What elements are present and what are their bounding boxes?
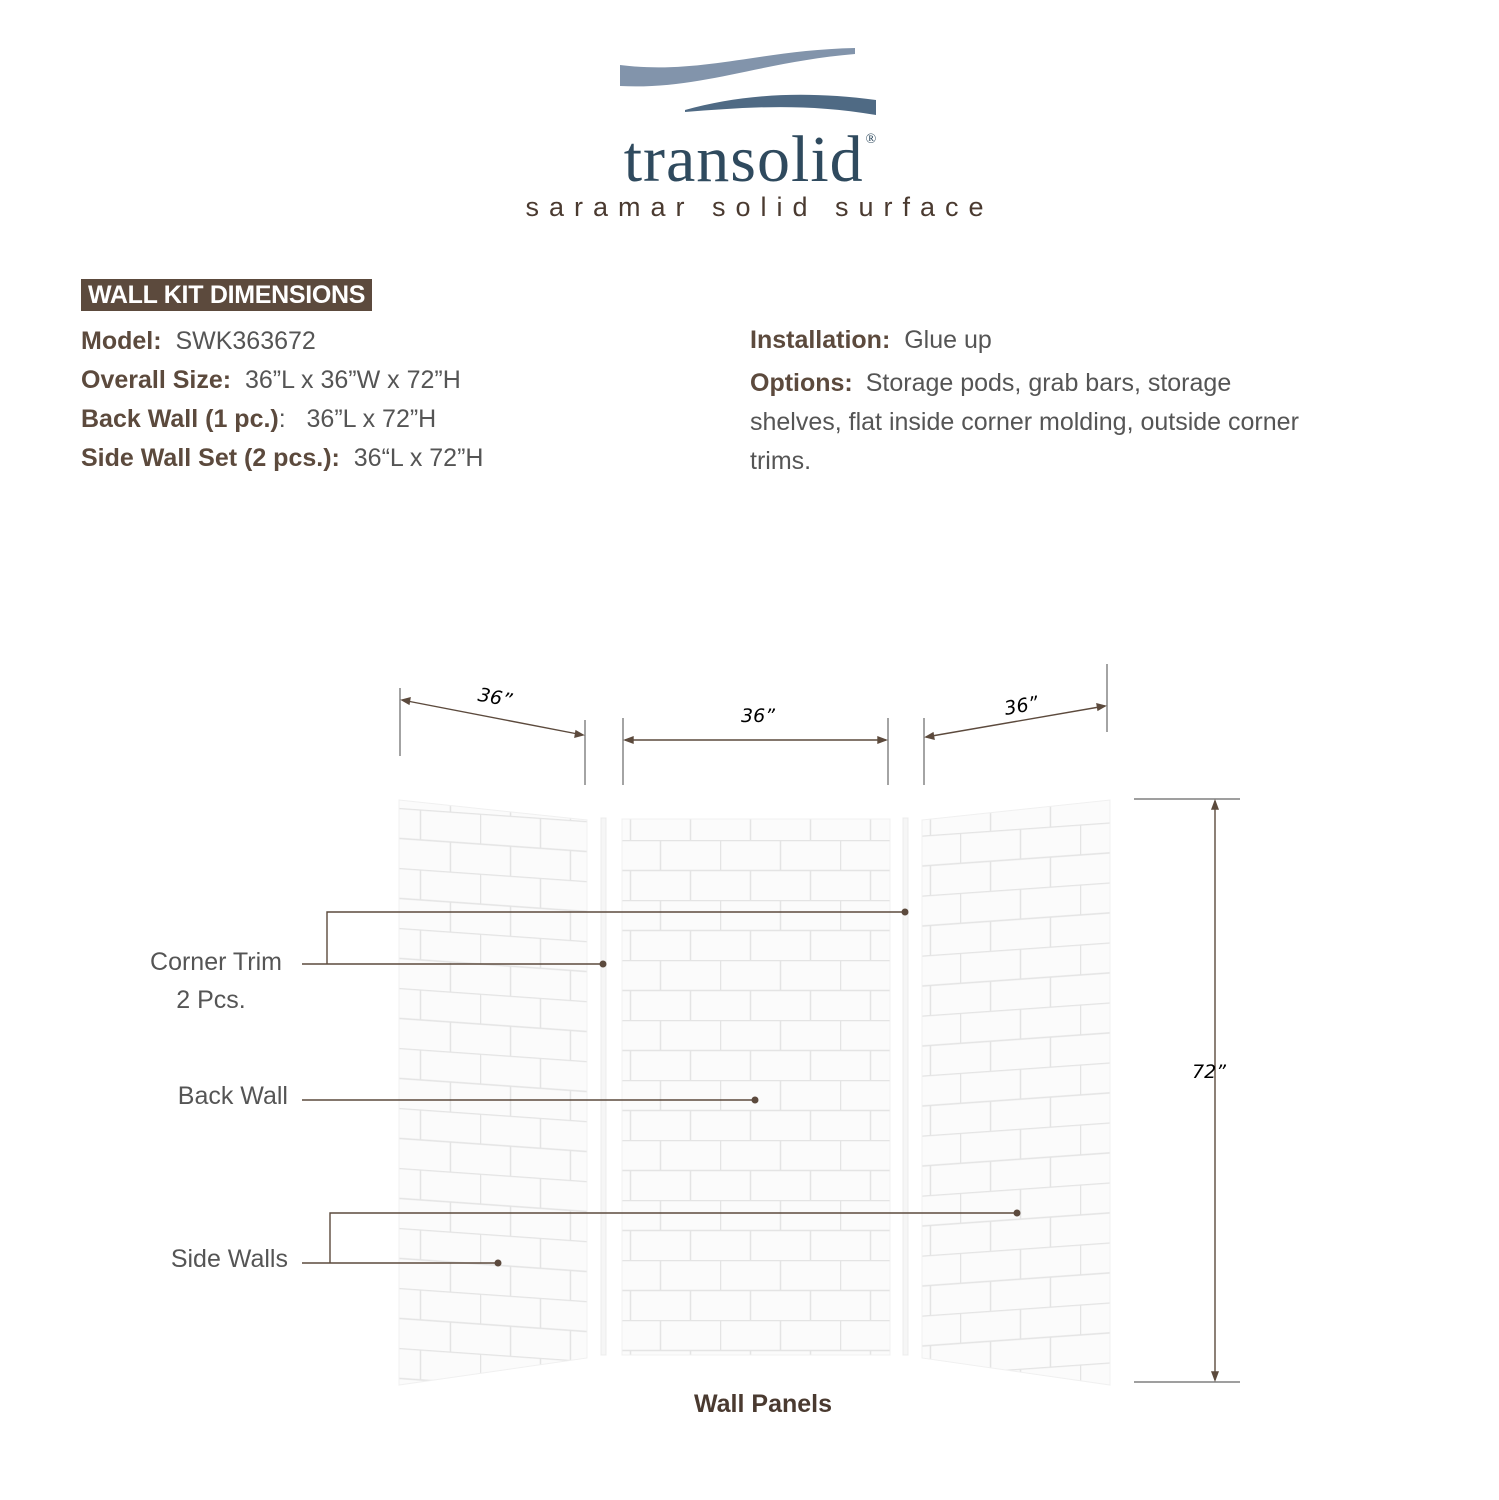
left-corner-trim [601, 818, 606, 1355]
side-walls-label: Side Walls [170, 1245, 288, 1273]
back-width-label: 36” [741, 705, 776, 727]
diagram-caption: Wall Panels [693, 1390, 832, 1418]
right-corner-trim [903, 818, 908, 1355]
spec-side-wall-set: Side Wall Set (2 pcs.): 36“L x 72”H [81, 444, 484, 472]
back-wall-panel [622, 819, 890, 1355]
back-wall-label: Back Wall [177, 1082, 288, 1110]
spec-model: Model: SWK363672 [81, 327, 316, 355]
brand-name: transolid ® [623, 123, 878, 196]
spec-back-wall: Back Wall (1 pc.): 36”L x 72”H [81, 405, 437, 433]
spec-overall-size: Overall Size: 36”L x 36”W x 72”H [81, 366, 461, 394]
spec-installation: Installation: Glue up [750, 326, 992, 354]
height-label: 72” [1192, 1061, 1227, 1083]
left-side-wall-panel [399, 800, 587, 1385]
corner-trim-label: Corner Trim 2 Pcs. [150, 948, 282, 1014]
brand-tagline: saramar solid surface [525, 192, 994, 222]
right-side-wall-panel [922, 800, 1110, 1385]
spec-options: Options: Storage pods, grab bars, storage shelves, flat inside corner molding, outside corner trims. [750, 369, 1299, 475]
section-title: WALL KIT DIMENSIONS [81, 279, 372, 311]
left-width-label: 36” [476, 683, 514, 712]
right-width-label: 36” [1002, 692, 1041, 720]
